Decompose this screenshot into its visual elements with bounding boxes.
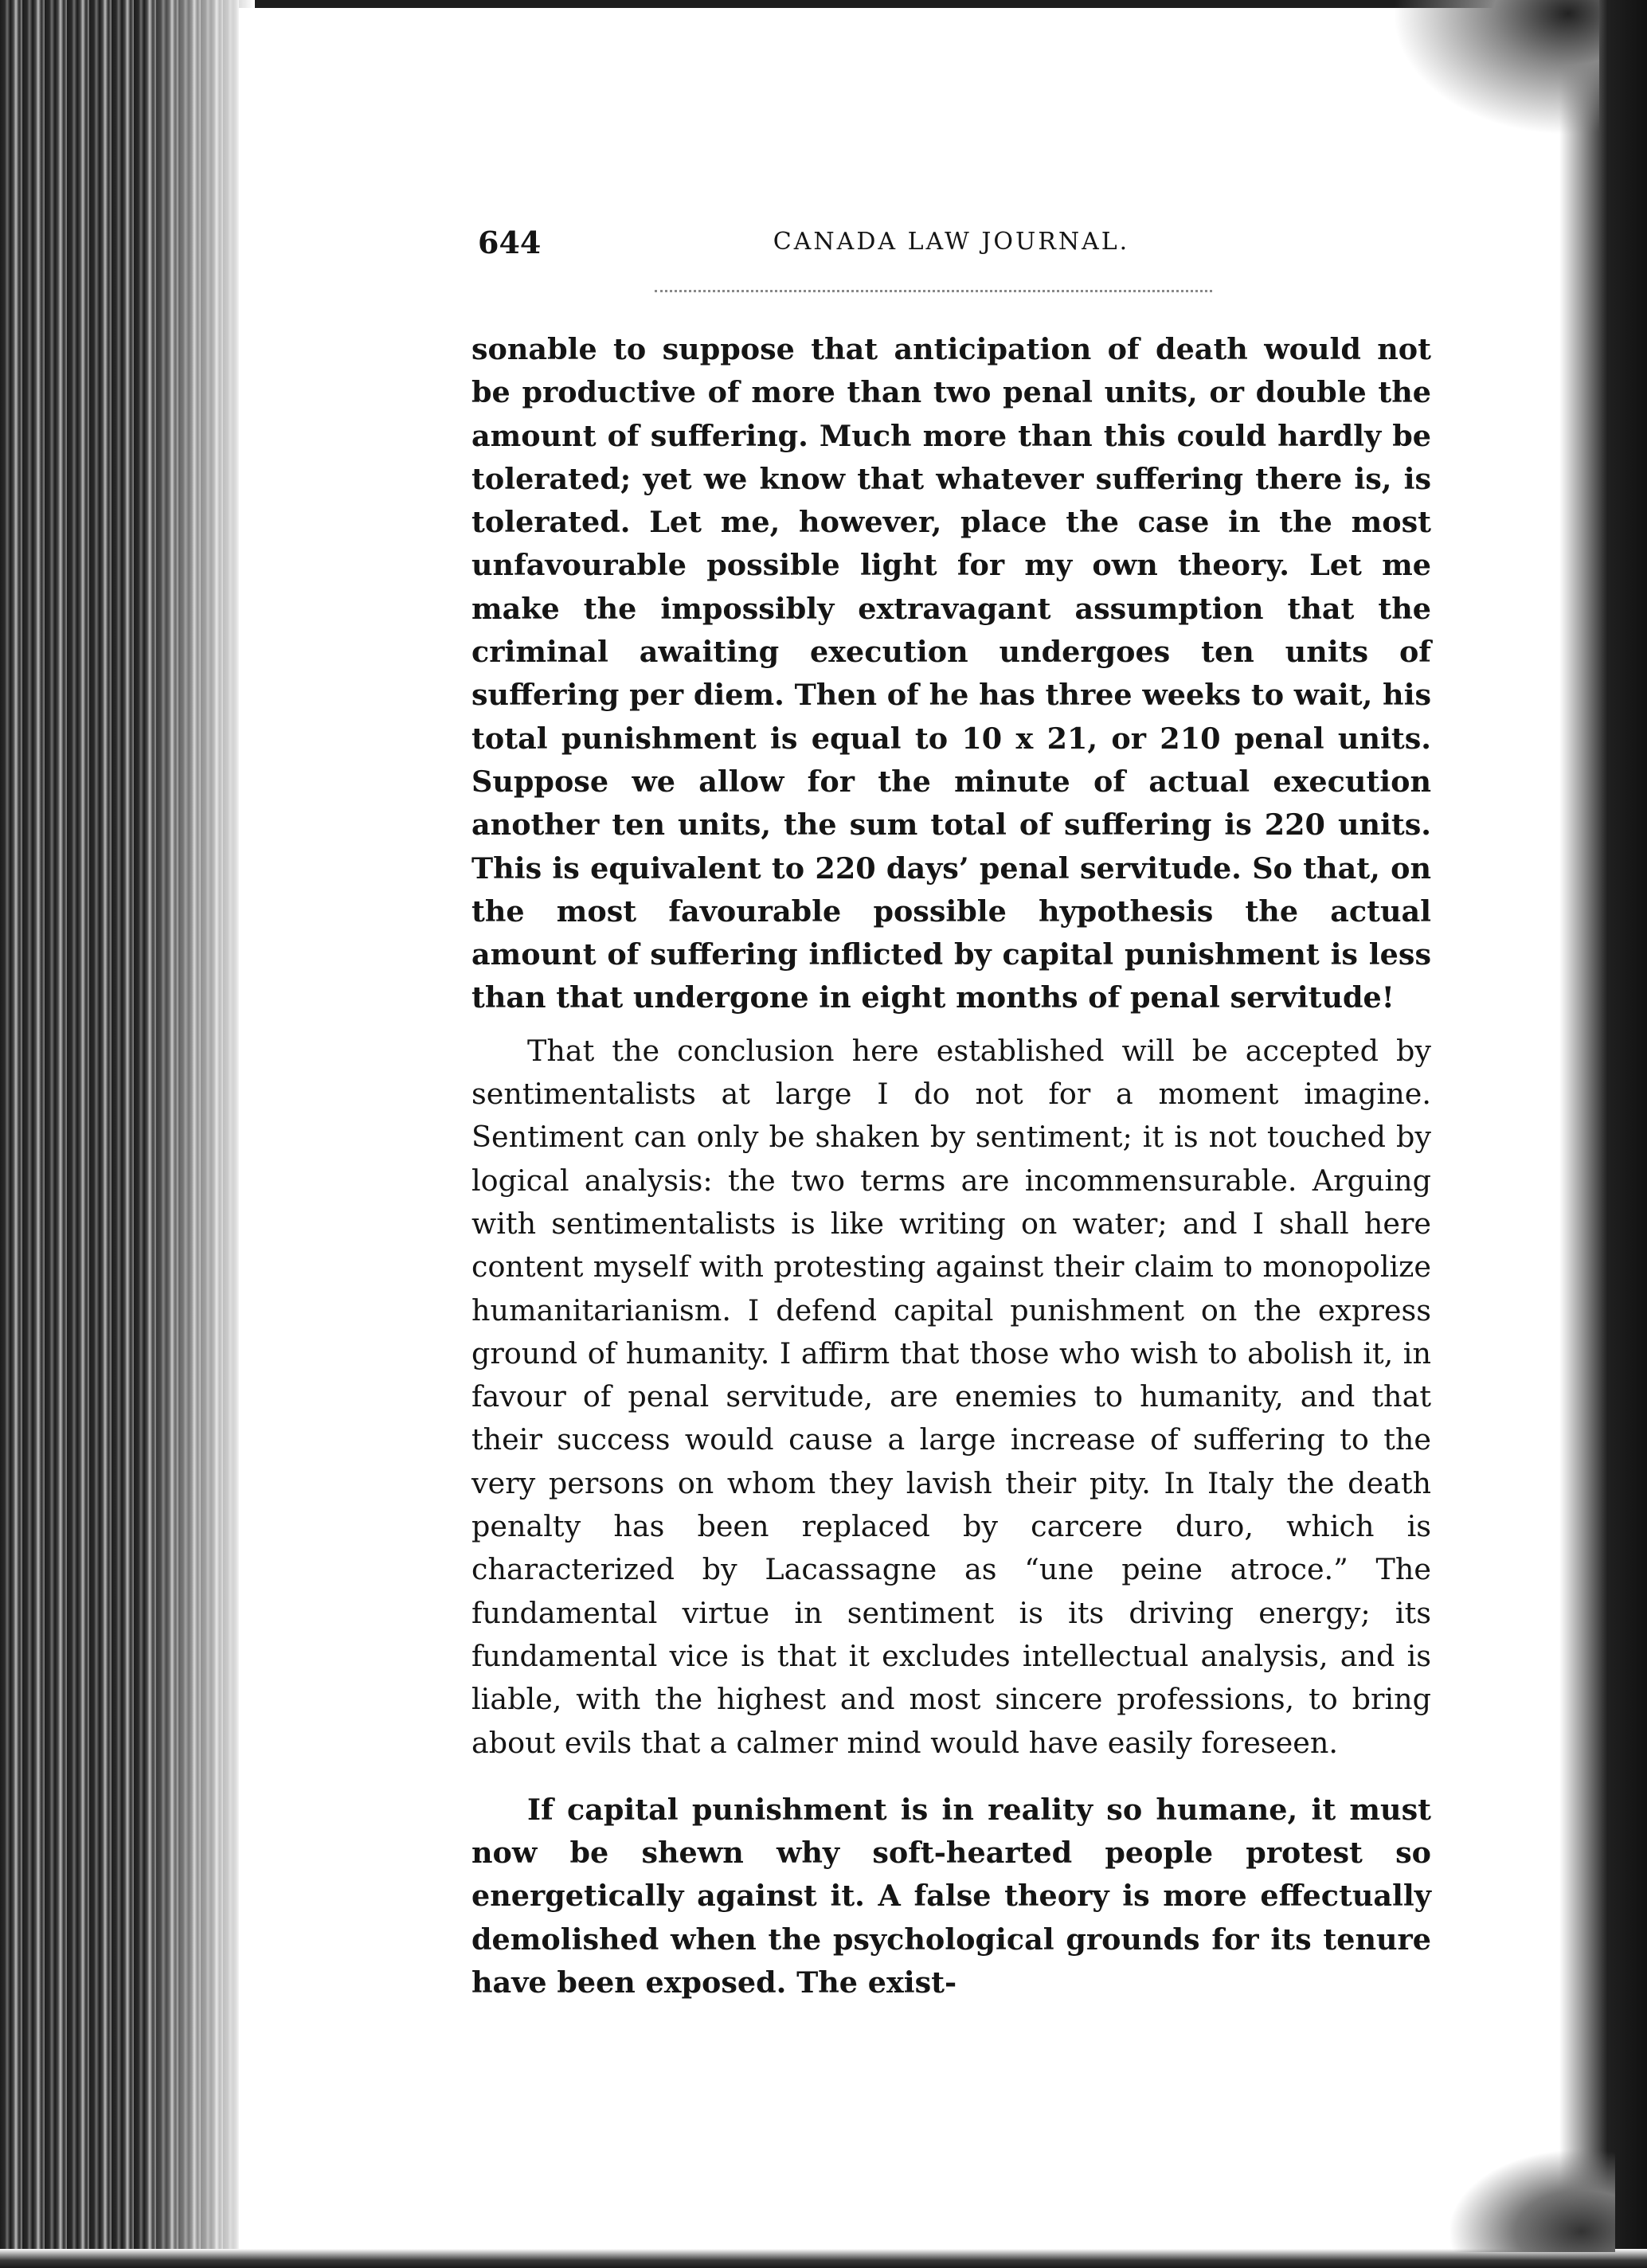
- scan-border-right: [1559, 0, 1647, 2268]
- scan-border-bottom: [0, 2249, 1647, 2268]
- scan-speckle-top: [1392, 0, 1599, 135]
- running-title: CANADA LAW JOURNAL.: [773, 228, 1130, 256]
- scan-binding-fade: [143, 0, 255, 2268]
- scan-speckle-bottom: [1448, 2149, 1615, 2252]
- journal-page: [471, 225, 1431, 2000]
- paragraph: That the conclusion here established will be accepted by sentimentalists at large I do not for a moment imagine. Sentiment can only be shaken by sentiment; it is not touched by logical analysis: the two terms are incommensurable. Arguing with sentimentalists is like writing on water; and I shall here content myself with protesting against their claim to monopolize humanitarianism. I defend capital punishment on the express ground of humanity. I affirm that those who wish to abolish it, in favour of penal servitude, are enemies to humanity, and that their success would cause a large increase of suffering to the very persons on whom they lavish their pity. In Italy the death penalty has been replaced by carcere duro, which is characterized by Lacassagne as “une peine atroce.” The fundamental virtue in sentiment is its driving energy; its fundamental vice is that it excludes intellectual analysis, and is liable, with the highest and most sincere professions, to bring about evils that a calmer mind would have easily foreseen.: [471, 1033, 1431, 1760]
- page-header: [471, 225, 1431, 272]
- article-body: [471, 328, 1431, 2004]
- paragraph: sonable to suppose that anticipation of death would not be productive of more than two penal units, or double the amount of suffering. Much more than this could hardly be tolerated; yet we know that whatever suffering there is, is tolerated. Let me, however, place the case in the most unfavourable possible light for my own theory. Let me make the impossibly extravagant assumption that the criminal awaiting execution undergoes ten units of suffering per diem. Then of he has three weeks to wait, his total punishment is equal to 10 x 21, or 210 penal units. Suppose we allow for the minute of actual execution another ten units, the sum total of suffering is 220 units. This is equivalent to 220 days’ penal servitude. So that, on the most favourable possible hypothesis the actual amount of suffering inflicted by capital punishment is less than that undergone in eight months of penal servitude!: [471, 332, 1431, 1015]
- paragraph: If capital punishment is in reality so humane, it must now be shewn why soft-hearted people protest so energetically against it. A false theory is more effectually demolished when the psychological grounds for its tenure have been exposed. The exist-: [471, 1792, 1431, 2000]
- header-rule: [655, 290, 1212, 292]
- page-number: 644: [478, 225, 542, 260]
